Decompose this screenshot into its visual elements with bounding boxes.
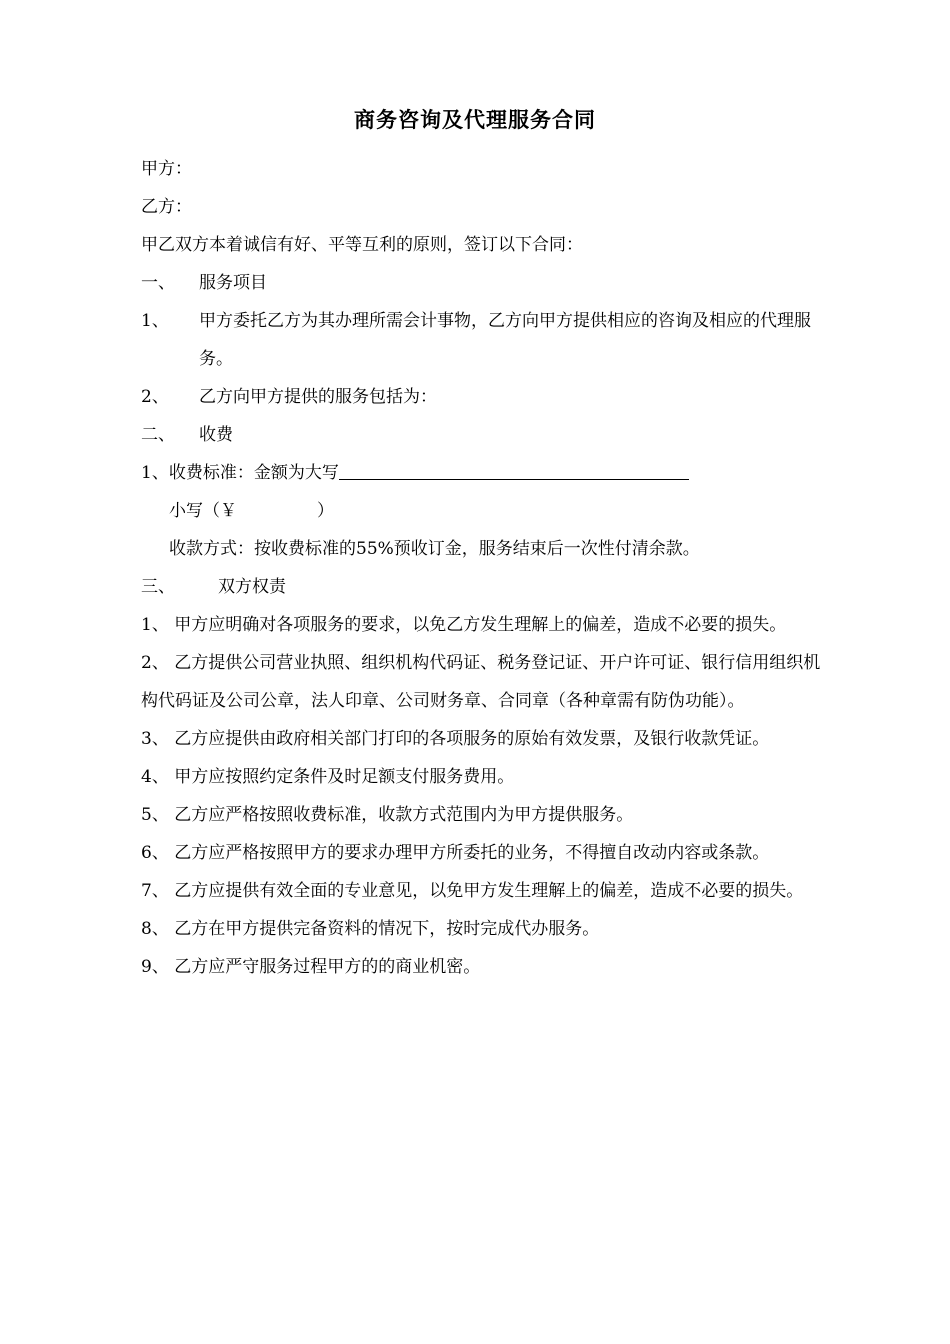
- section-1-number: 一、: [141, 273, 175, 293]
- item-body: 乙方应严格按照甲方的要求办理甲方所委托的业务，不得擅自改动内容或条款。: [174, 843, 770, 863]
- item-number: 5、: [141, 805, 169, 825]
- item-body: 乙方应提供有效全面的专业意见，以免甲方发生理解上的偏差，造成不必要的损失。: [174, 881, 804, 901]
- item-text: [141, 834, 821, 872]
- item-text: [141, 720, 821, 758]
- item-body: 乙方在甲方提供完备资料的情况下，按时完成代办服务。: [174, 919, 600, 939]
- party-b-line: 乙方：: [141, 197, 192, 217]
- item-text: [141, 872, 821, 910]
- section-3-item: [141, 606, 821, 644]
- small-amount-label: 小写（￥: [169, 501, 237, 521]
- section-3-item: [141, 758, 821, 796]
- document-title: 商务咨询及代理服务合同: [354, 107, 596, 132]
- amount-in-words-blank: [339, 459, 689, 480]
- item-text: [141, 910, 821, 948]
- small-amount-line: [141, 492, 821, 530]
- section-3-item: [141, 834, 821, 872]
- item-body: 乙方应提供由政府相关部门打印的各项服务的原始有效发票，及银行收款凭证。: [174, 729, 770, 749]
- item-body: 甲方应明确对各项服务的要求，以免乙方发生理解上的偏差，造成不必要的损失。: [174, 615, 787, 635]
- section-2-number: 二、: [141, 425, 175, 445]
- item-number: 1、: [141, 615, 169, 635]
- item-number: 4、: [141, 767, 169, 787]
- item-text: [141, 948, 821, 986]
- section-3-heading: [141, 568, 821, 606]
- section-3-item: [141, 948, 821, 986]
- party-a-line: 甲方：: [141, 159, 192, 179]
- section-2-heading: [141, 416, 821, 454]
- preamble: 甲乙双方本着诚信有好、平等互利的原则，签订以下合同：: [141, 235, 583, 255]
- payment-method-line: 收款方式：按收费标准的55%预收订金，服务结束后一次性付清余款。: [169, 539, 700, 559]
- section-3-item: [141, 872, 821, 910]
- section-2-title: 收费: [199, 425, 233, 445]
- section-1-title: 服务项目: [199, 273, 267, 293]
- item-number: 8、: [141, 919, 169, 939]
- fee-standard-line: [141, 454, 821, 492]
- item-text: 甲方委托乙方为其办理所需会计事物，乙方向甲方提供相应的咨询及相应的代理服务。: [199, 311, 811, 369]
- item-number: 6、: [141, 843, 169, 863]
- item-body: 乙方提供公司营业执照、组织机构代码证、税务登记证、开户许可证、银行信用组织机构代码证及公司公章，法人印章、公司财务章、合同章（各种章需有防伪功能）。: [141, 653, 821, 711]
- item-text: [141, 758, 821, 796]
- item-text: [141, 644, 821, 720]
- item-number: 9、: [141, 957, 169, 977]
- item-number: 2、: [141, 387, 169, 407]
- item-text: [141, 606, 821, 644]
- item-text: [141, 796, 821, 834]
- item-text: 乙方向甲方提供的服务包括为：: [199, 387, 437, 407]
- section-1-item: [141, 302, 821, 378]
- section-3-item: [141, 644, 821, 720]
- item-number: 3、: [141, 729, 169, 749]
- item-body: 甲方应按照约定条件及时足额支付服务费用。: [174, 767, 515, 787]
- fee-standard-label: 1、收费标准：金额为大写: [141, 463, 339, 483]
- section-3-title: 双方权责: [218, 577, 286, 597]
- section-1-heading: [141, 264, 821, 302]
- item-number: 1、: [141, 311, 169, 331]
- section-3-number: 三、: [141, 577, 175, 597]
- section-3-item: [141, 796, 821, 834]
- section-3-item: [141, 910, 821, 948]
- item-body: 乙方应严格按照收费标准，收款方式范围内为甲方提供服务。: [174, 805, 634, 825]
- section-3-item: [141, 720, 821, 758]
- small-amount-close: ）: [317, 501, 334, 521]
- section-1-item: [141, 378, 821, 416]
- item-body: 乙方应严守服务过程甲方的的商业机密。: [174, 957, 481, 977]
- item-number: 7、: [141, 881, 169, 901]
- item-number: 2、: [141, 653, 169, 673]
- document-body: [141, 150, 821, 986]
